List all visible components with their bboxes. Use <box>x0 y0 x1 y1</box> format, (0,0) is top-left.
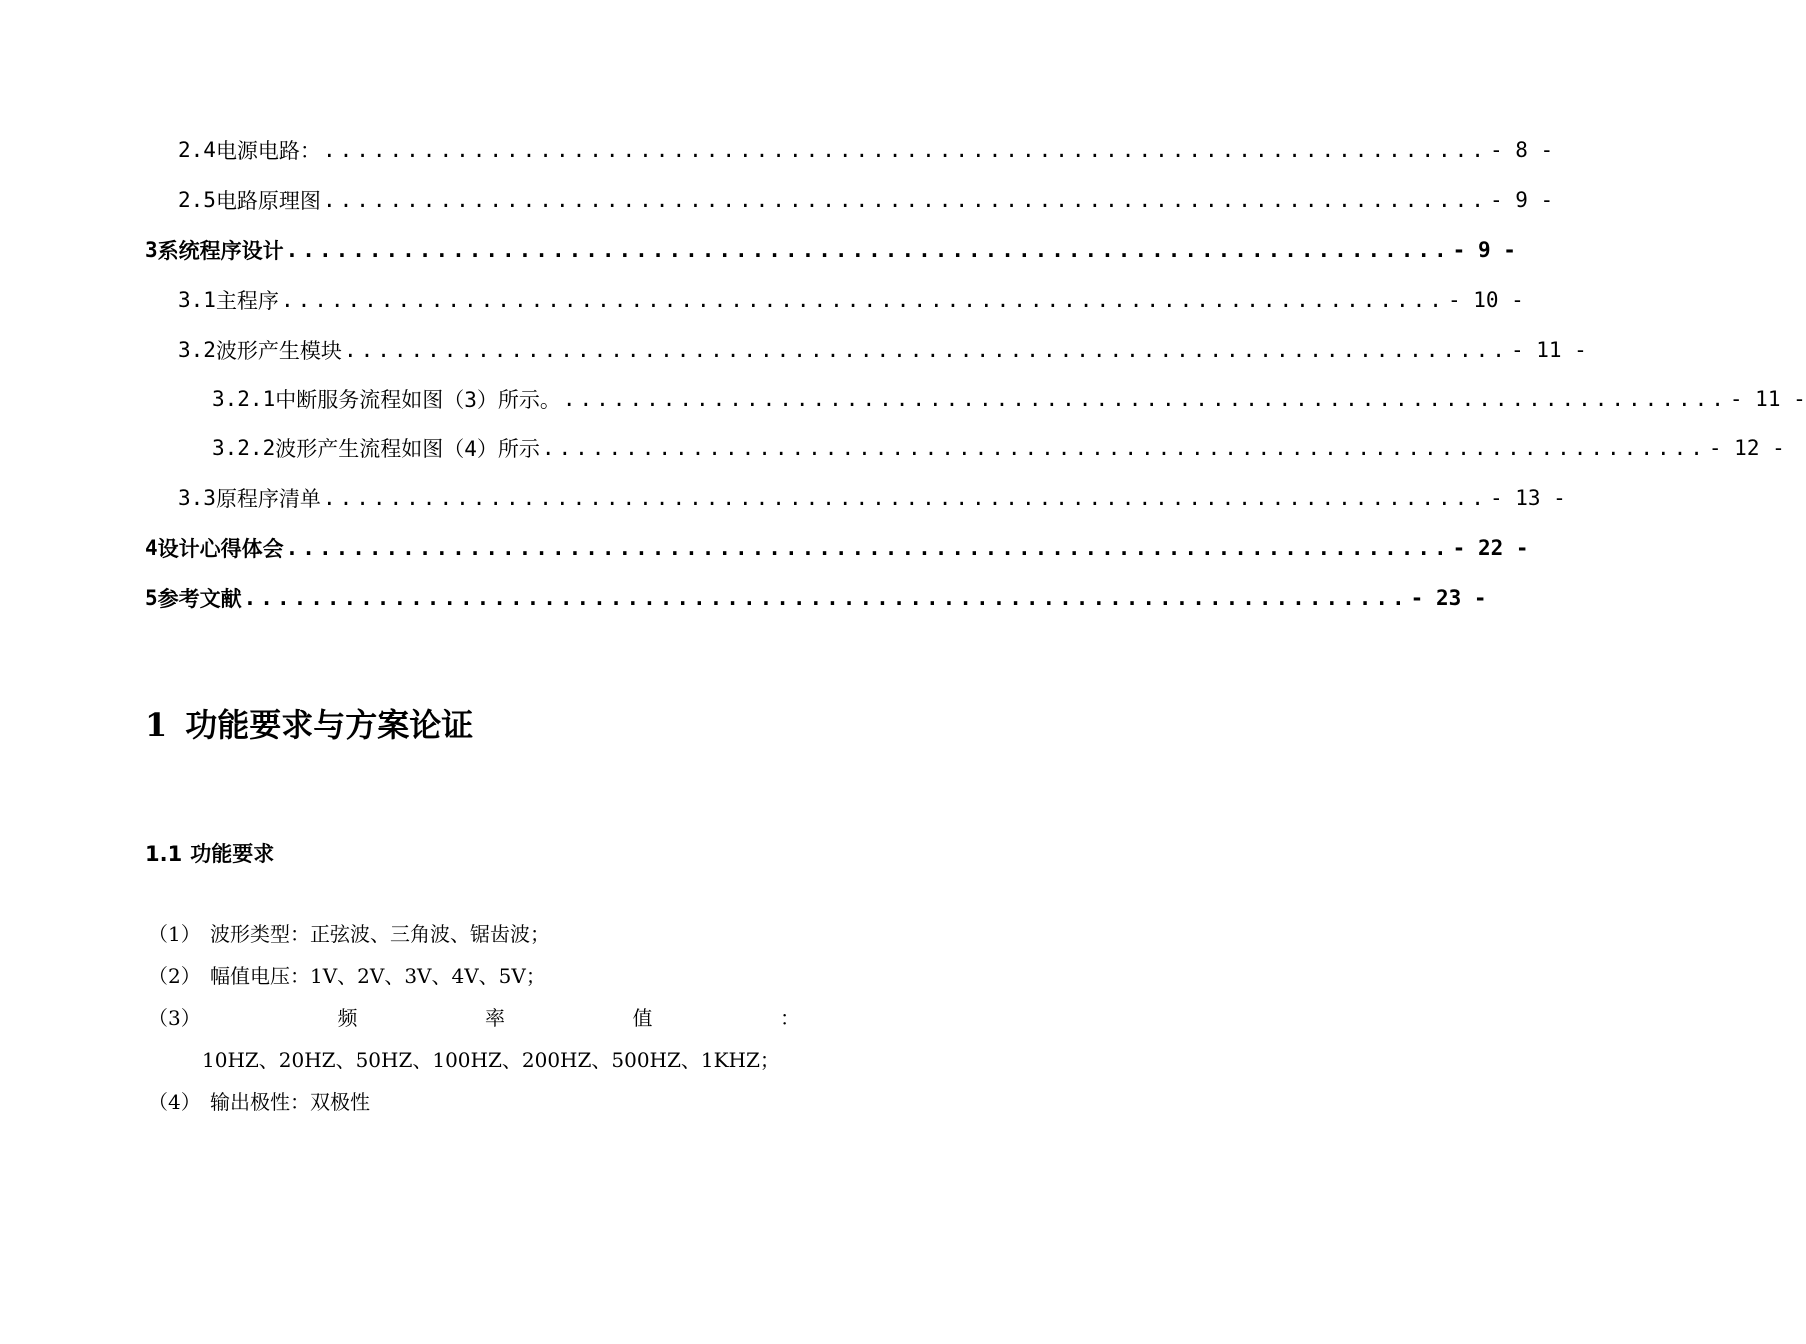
toc-entry-title: 电路原理图 <box>215 189 321 213</box>
chapter-number: 1 <box>145 706 168 744</box>
toc-leader-dots: ...................................................................... <box>322 486 1488 510</box>
toc-entry-number: 3.2.1 <box>212 387 276 411</box>
requirement-char-4: ： <box>780 1006 800 1030</box>
section-title: 功能要求 <box>190 842 275 866</box>
toc-entry-3-2-2[interactable] <box>212 428 1785 468</box>
toc-entry-title: 参考文献 <box>157 587 242 611</box>
toc-entry-page: - 22 - <box>1452 536 1529 560</box>
toc-leader-dots: ...................................................................... <box>541 436 1707 460</box>
toc-entry-page: - 8 - <box>1489 138 1554 162</box>
chapter-heading <box>145 700 473 746</box>
toc-leader-dots: ...................................................................... <box>280 288 1446 312</box>
requirement-text: 波形类型：正弦波、三角波、锯齿波； <box>210 922 550 946</box>
toc-entry-number: 2.5 <box>178 188 216 212</box>
requirement-index: （2） <box>148 964 201 988</box>
toc-entry-number: 2.4 <box>178 138 216 162</box>
toc-entry-page: - 12 - <box>1708 436 1785 460</box>
toc-leader-dots: ...................................................................... <box>243 586 1409 610</box>
toc-leader-dots: ...................................................................... <box>343 338 1509 362</box>
toc-entry-2-5[interactable] <box>178 180 1554 220</box>
toc-entry-page: - 11 - <box>1510 338 1587 362</box>
toc-entry-2-4[interactable] <box>178 130 1554 170</box>
toc-entry-3-1[interactable] <box>178 280 1524 320</box>
toc-leader-dots: ...................................................................... <box>562 387 1728 411</box>
requirement-text: 10HZ、20HZ、50HZ、100HZ、200HZ、500HZ、1KHZ； <box>202 1048 780 1072</box>
section-number: 1.1 <box>145 842 183 866</box>
toc-entry-page: - 10 - <box>1447 288 1524 312</box>
toc-entry-title: 中断服务流程如图（3）所示。 <box>275 388 561 412</box>
toc-entry-title: 原程序清单 <box>215 487 321 511</box>
requirement-text: 幅值电压：1V、2V、3V、4V、5V； <box>210 964 546 988</box>
toc-leader-dots: ...................................................................... <box>322 188 1488 212</box>
toc-entry-number: 5 <box>145 586 158 610</box>
chapter-title: 功能要求与方案论证 <box>185 706 474 744</box>
toc-entry-title: 波形产生模块 <box>215 339 342 363</box>
toc-entry-page: - 9 - <box>1452 238 1516 262</box>
requirement-index: （1） <box>148 922 201 946</box>
toc-entry-5[interactable] <box>145 578 1487 618</box>
requirement-item-2 <box>148 960 546 989</box>
toc-entry-number: 3.2.2 <box>212 436 276 460</box>
toc-leader-dots: ...................................................................... <box>285 536 1451 560</box>
toc-entry-number: 3.2 <box>178 338 216 362</box>
toc-entry-page: - 13 - <box>1489 486 1566 510</box>
toc-entry-title: 主程序 <box>215 289 279 313</box>
requirement-char-3: 值 <box>632 1006 653 1030</box>
toc-entry-number: 3.1 <box>178 288 216 312</box>
requirement-item-3 <box>148 1002 800 1031</box>
section-heading <box>145 838 274 868</box>
toc-entry-title: 系统程序设计 <box>157 239 284 263</box>
toc-entry-title: 设计心得体会 <box>157 537 284 561</box>
toc-entry-3[interactable] <box>145 230 1516 270</box>
toc-entry-title: 电源电路： <box>215 139 321 163</box>
requirement-item-3-continuation <box>202 1044 780 1073</box>
toc-leader-dots: ...................................................................... <box>285 238 1451 262</box>
toc-leader-dots: ...................................................................... <box>322 138 1488 162</box>
toc-entry-number: 3 <box>145 238 158 262</box>
toc-entry-page: - 23 - <box>1410 586 1487 610</box>
requirement-index: （4） <box>148 1090 201 1114</box>
requirement-item-1 <box>148 918 550 947</box>
toc-entry-3-2[interactable] <box>178 330 1587 370</box>
toc-entry-4[interactable] <box>145 528 1529 568</box>
requirement-char-2: 率 <box>485 1006 505 1030</box>
toc-entry-3-3[interactable] <box>178 478 1566 518</box>
toc-entry-number: 4 <box>145 536 158 560</box>
toc-entry-page: - 11 - <box>1729 387 1806 411</box>
toc-entry-number: 3.3 <box>178 486 216 510</box>
toc-entry-3-2-1[interactable] <box>212 379 1806 419</box>
requirement-text: 输出极性：双极性 <box>210 1090 370 1114</box>
requirement-index: （3） <box>148 1006 201 1030</box>
toc-entry-page: - 9 - <box>1489 188 1554 212</box>
toc-entry-title: 波形产生流程如图（4）所示 <box>275 437 540 461</box>
requirement-item-4 <box>148 1086 370 1115</box>
requirement-char-1: 频 <box>337 1006 358 1030</box>
